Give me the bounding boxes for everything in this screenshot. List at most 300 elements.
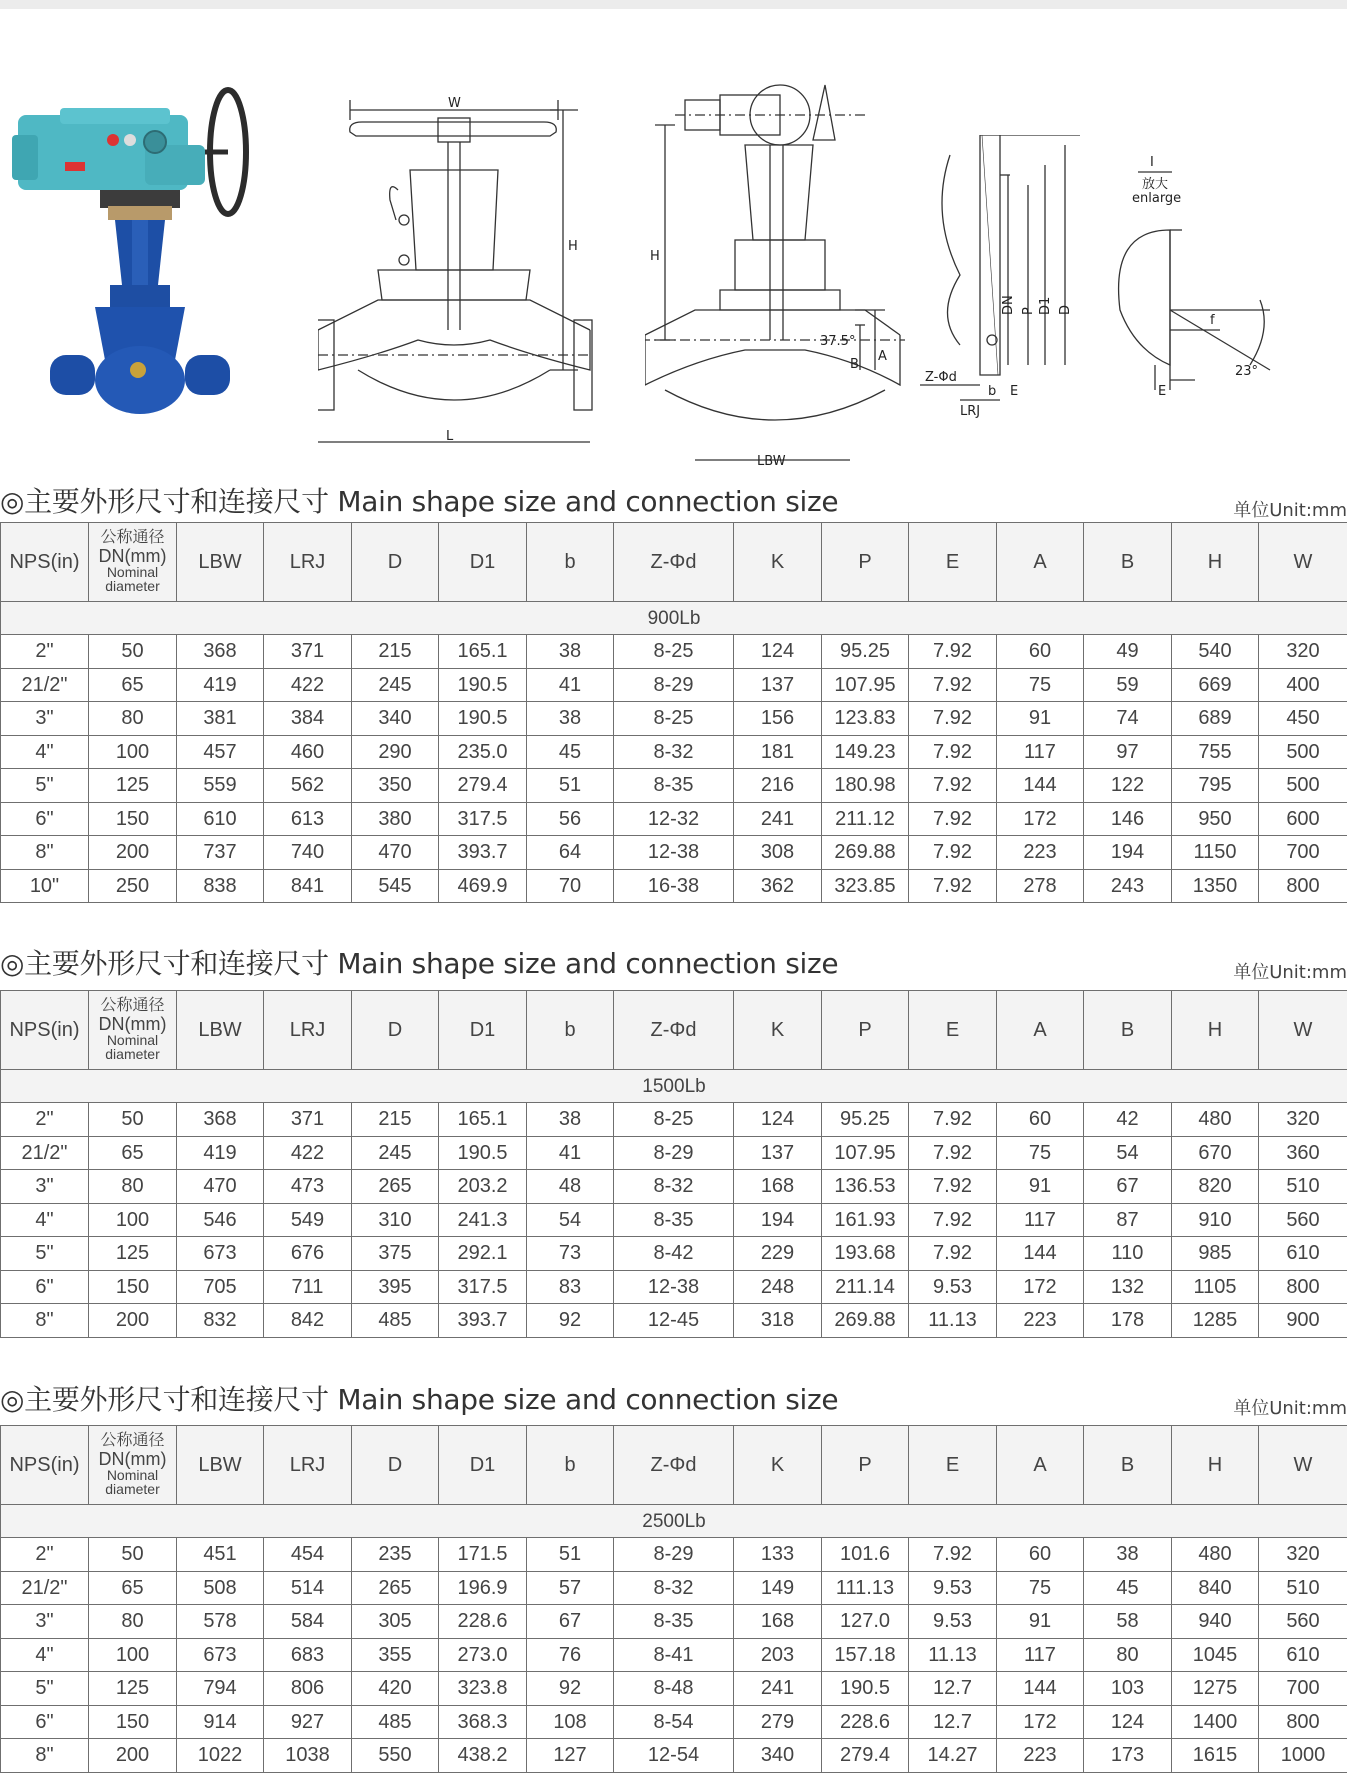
table-cell: 215 bbox=[352, 635, 439, 669]
dim-D1: D1 bbox=[1038, 296, 1053, 315]
table-cell: 41 bbox=[527, 1136, 614, 1170]
col-LRJ: LRJ bbox=[264, 991, 352, 1070]
table-cell: 193.68 bbox=[822, 1237, 909, 1271]
table-cell: 705 bbox=[177, 1270, 264, 1304]
table-cell: 122 bbox=[1084, 769, 1172, 803]
table-cell: 451 bbox=[177, 1538, 264, 1572]
table-cell: 393.7 bbox=[439, 1304, 527, 1338]
table-cell: 124 bbox=[734, 635, 822, 669]
table-cell: 5" bbox=[1, 1672, 89, 1706]
table-cell: 117 bbox=[997, 1638, 1084, 1672]
table-cell: 6" bbox=[1, 1270, 89, 1304]
col-K: K bbox=[734, 523, 822, 602]
table-cell: 8-35 bbox=[614, 769, 734, 803]
table-cell: 323.85 bbox=[822, 869, 909, 903]
table-cell: 54 bbox=[1084, 1136, 1172, 1170]
table-cell: 42 bbox=[1084, 1103, 1172, 1137]
table-cell: 248 bbox=[734, 1270, 822, 1304]
col-P: P bbox=[822, 1426, 909, 1505]
table-cell: 8-25 bbox=[614, 635, 734, 669]
col-Z-phi-d: Z-Φd bbox=[614, 1426, 734, 1505]
front-view-drawing bbox=[318, 70, 598, 470]
table-cell: 9.53 bbox=[909, 1571, 997, 1605]
table-cell: 146 bbox=[1084, 802, 1172, 836]
table-cell: 320 bbox=[1259, 1538, 1347, 1572]
table-cell: 371 bbox=[264, 1103, 352, 1137]
col-D: D bbox=[352, 991, 439, 1070]
table-row bbox=[1, 769, 1347, 803]
table-cell: 273.0 bbox=[439, 1638, 527, 1672]
table-cell: 317.5 bbox=[439, 802, 527, 836]
table-cell: 223 bbox=[997, 836, 1084, 870]
table-cell: 500 bbox=[1259, 769, 1347, 803]
table-cell: 228.6 bbox=[439, 1605, 527, 1639]
col-D: D bbox=[352, 1426, 439, 1505]
table-cell: 50 bbox=[89, 1103, 177, 1137]
table-cell: 117 bbox=[997, 1203, 1084, 1237]
table-cell: 194 bbox=[734, 1203, 822, 1237]
nominal-en2: diameter bbox=[105, 1046, 160, 1063]
table-cell: 7.92 bbox=[909, 1103, 997, 1137]
table-cell: 65 bbox=[89, 1136, 177, 1170]
table-cell: 87 bbox=[1084, 1203, 1172, 1237]
table-cell: 927 bbox=[264, 1705, 352, 1739]
table-cell: 305 bbox=[352, 1605, 439, 1639]
table-cell: 127 bbox=[527, 1739, 614, 1773]
table-cell: 419 bbox=[177, 668, 264, 702]
table-cell: 469.9 bbox=[439, 869, 527, 903]
table-cell: 832 bbox=[177, 1304, 264, 1338]
table-cell: 12.7 bbox=[909, 1672, 997, 1706]
table-row bbox=[1, 1136, 1347, 1170]
table-cell: 16-38 bbox=[614, 869, 734, 903]
table-cell: 92 bbox=[527, 1304, 614, 1338]
table-cell: 3" bbox=[1, 702, 89, 736]
table-cell: 12-32 bbox=[614, 802, 734, 836]
table-cell: 54 bbox=[527, 1203, 614, 1237]
dim-f: f bbox=[1210, 313, 1215, 328]
table-cell: 320 bbox=[1259, 635, 1347, 669]
table-cell: 150 bbox=[89, 802, 177, 836]
col-K: K bbox=[734, 991, 822, 1070]
col-B: B bbox=[1084, 991, 1172, 1070]
table-cell: 422 bbox=[264, 668, 352, 702]
table-cell: 7.92 bbox=[909, 1538, 997, 1572]
top-bar bbox=[0, 0, 1347, 9]
table-cell: 194 bbox=[1084, 836, 1172, 870]
table-cell: 117 bbox=[997, 735, 1084, 769]
table-cell: 100 bbox=[89, 735, 177, 769]
unit-label-1500: 单位Unit:mm bbox=[1233, 962, 1347, 983]
col-D1: D1 bbox=[439, 523, 527, 602]
table-cell: 676 bbox=[264, 1237, 352, 1271]
table-cell: 38 bbox=[1084, 1538, 1172, 1572]
col-Z-phi-d: Z-Φd bbox=[614, 991, 734, 1070]
table-cell: 67 bbox=[1084, 1170, 1172, 1204]
table-cell: 1275 bbox=[1172, 1672, 1259, 1706]
table-cell: 7.92 bbox=[909, 769, 997, 803]
dim-P: P bbox=[1021, 307, 1036, 315]
valve-photo bbox=[0, 70, 290, 460]
table-cell: 107.95 bbox=[822, 668, 909, 702]
spec-table-1500lb bbox=[0, 990, 1347, 1338]
table-cell: 350 bbox=[352, 769, 439, 803]
table-cell: 101.6 bbox=[822, 1538, 909, 1572]
table-cell: 168 bbox=[734, 1605, 822, 1639]
table-cell: 110 bbox=[1084, 1237, 1172, 1271]
table-cell: 375 bbox=[352, 1237, 439, 1271]
nominal-zh: 公称通径 bbox=[100, 997, 165, 1015]
table-cell: 45 bbox=[1084, 1571, 1172, 1605]
nominal-dn: DN(mm) bbox=[98, 1448, 167, 1469]
col-H: H bbox=[1172, 991, 1259, 1070]
table-cell: 689 bbox=[1172, 702, 1259, 736]
table-cell: 12-38 bbox=[614, 836, 734, 870]
table-cell: 368.3 bbox=[439, 1705, 527, 1739]
table-cell: 800 bbox=[1259, 1705, 1347, 1739]
table-cell: 91 bbox=[997, 1605, 1084, 1639]
nominal-dn: DN(mm) bbox=[98, 1013, 167, 1034]
table-cell: 806 bbox=[264, 1672, 352, 1706]
table-cell: 1000 bbox=[1259, 1739, 1347, 1773]
table-row bbox=[1, 1571, 1347, 1605]
table-cell: 97 bbox=[1084, 735, 1172, 769]
table-cell: 180.98 bbox=[822, 769, 909, 803]
table-cell: 12-45 bbox=[614, 1304, 734, 1338]
table-cell: 8-29 bbox=[614, 1136, 734, 1170]
table-cell: 269.88 bbox=[822, 1304, 909, 1338]
table-cell: 11.13 bbox=[909, 1304, 997, 1338]
table-cell: 1350 bbox=[1172, 869, 1259, 903]
table-cell: 156 bbox=[734, 702, 822, 736]
table-cell: 914 bbox=[177, 1705, 264, 1739]
table-cell: 149 bbox=[734, 1571, 822, 1605]
table-cell: 11.13 bbox=[909, 1638, 997, 1672]
table-cell: 470 bbox=[352, 836, 439, 870]
table-cell: 308 bbox=[734, 836, 822, 870]
table-cell: 75 bbox=[997, 668, 1084, 702]
table-row bbox=[1, 1103, 1347, 1137]
table-cell: 132 bbox=[1084, 1270, 1172, 1304]
table-cell: 125 bbox=[89, 1672, 177, 1706]
table-cell: 8-35 bbox=[614, 1203, 734, 1237]
table-cell: 50 bbox=[89, 1538, 177, 1572]
table-cell: 111.13 bbox=[822, 1571, 909, 1605]
table-cell: 559 bbox=[177, 769, 264, 803]
table-cell: 368 bbox=[177, 635, 264, 669]
table-cell: 9.53 bbox=[909, 1270, 997, 1304]
table-cell: 123.83 bbox=[822, 702, 909, 736]
col-nominal bbox=[89, 523, 177, 602]
table-cell: 7.92 bbox=[909, 836, 997, 870]
table-cell: 150 bbox=[89, 1705, 177, 1739]
table-cell: 144 bbox=[997, 769, 1084, 803]
table-cell: 265 bbox=[352, 1571, 439, 1605]
table-cell: 95.25 bbox=[822, 1103, 909, 1137]
table-cell: 100 bbox=[89, 1203, 177, 1237]
table-cell: 457 bbox=[177, 735, 264, 769]
table-cell: 8-54 bbox=[614, 1705, 734, 1739]
table-cell: 67 bbox=[527, 1605, 614, 1639]
table-cell: 245 bbox=[352, 668, 439, 702]
table-cell: 91 bbox=[997, 702, 1084, 736]
table-cell: 279.4 bbox=[439, 769, 527, 803]
table-cell: 14.27 bbox=[909, 1739, 997, 1773]
nominal-en2: diameter bbox=[105, 1481, 160, 1498]
col-nps: NPS(in) bbox=[1, 991, 89, 1070]
table-cell: 2" bbox=[1, 1103, 89, 1137]
col-LBW: LBW bbox=[177, 991, 264, 1070]
table-cell: 83 bbox=[527, 1270, 614, 1304]
table-row bbox=[1, 635, 1347, 669]
table-row bbox=[1, 1270, 1347, 1304]
table-cell: 172 bbox=[997, 802, 1084, 836]
table-cell: 211.14 bbox=[822, 1270, 909, 1304]
col-nps: NPS(in) bbox=[1, 1426, 89, 1505]
table-row bbox=[1, 1705, 1347, 1739]
table-cell: 613 bbox=[264, 802, 352, 836]
col-B: B bbox=[1084, 523, 1172, 602]
table-cell: 161.93 bbox=[822, 1203, 909, 1237]
pressure-class-row: 1500Lb bbox=[1, 1070, 1347, 1103]
pressure-class-row: 2500Lb bbox=[1, 1505, 1347, 1538]
table-cell: 1022 bbox=[177, 1739, 264, 1773]
nominal-en1: Nominal bbox=[106, 1032, 159, 1049]
table-cell: 8-29 bbox=[614, 668, 734, 702]
table-cell: 6" bbox=[1, 1705, 89, 1739]
table-cell: 480 bbox=[1172, 1103, 1259, 1137]
dim-L: L bbox=[446, 429, 454, 444]
table-cell: 8-29 bbox=[614, 1538, 734, 1572]
table-header bbox=[1, 523, 1347, 602]
section-title-900: ◎主要外形尺寸和连接尺寸 Main shape size and connection size bbox=[0, 485, 839, 518]
col-W: W bbox=[1259, 991, 1347, 1070]
col-A: A bbox=[997, 991, 1084, 1070]
table-cell: 190.5 bbox=[822, 1672, 909, 1706]
table-cell: 562 bbox=[264, 769, 352, 803]
table-cell: 600 bbox=[1259, 802, 1347, 836]
table-cell: 549 bbox=[264, 1203, 352, 1237]
spec-table-2500lb bbox=[0, 1425, 1347, 1773]
table-cell: 12-38 bbox=[614, 1270, 734, 1304]
table-cell: 8" bbox=[1, 1739, 89, 1773]
col-P: P bbox=[822, 523, 909, 602]
table-cell: 1038 bbox=[264, 1739, 352, 1773]
table-cell: 8-32 bbox=[614, 735, 734, 769]
table-cell: 1285 bbox=[1172, 1304, 1259, 1338]
table-header bbox=[1, 1426, 1347, 1505]
table-cell: 172 bbox=[997, 1705, 1084, 1739]
table-cell: 940 bbox=[1172, 1605, 1259, 1639]
table-cell: 1400 bbox=[1172, 1705, 1259, 1739]
table-cell: 470 bbox=[177, 1170, 264, 1204]
table-cell: 12.7 bbox=[909, 1705, 997, 1739]
col-A: A bbox=[997, 523, 1084, 602]
table-cell: 545 bbox=[352, 869, 439, 903]
table-cell: 842 bbox=[264, 1304, 352, 1338]
table-cell: 8-25 bbox=[614, 1103, 734, 1137]
table-cell: 546 bbox=[177, 1203, 264, 1237]
dim-angle: 37.5° bbox=[820, 334, 856, 349]
table-cell: 65 bbox=[89, 668, 177, 702]
table-cell: 171.5 bbox=[439, 1538, 527, 1572]
section-view-drawing bbox=[645, 70, 905, 470]
col-W: W bbox=[1259, 1426, 1347, 1505]
table-cell: 60 bbox=[997, 1538, 1084, 1572]
table-cell: 235 bbox=[352, 1538, 439, 1572]
enlarge-detail-drawing bbox=[1110, 150, 1310, 480]
col-E: E bbox=[909, 991, 997, 1070]
table-cell: 380 bbox=[352, 802, 439, 836]
table-cell: 50 bbox=[89, 635, 177, 669]
nominal-en1: Nominal bbox=[106, 1467, 159, 1484]
table-cell: 480 bbox=[1172, 1538, 1259, 1572]
table-cell: 144 bbox=[997, 1672, 1084, 1706]
table-cell: 150 bbox=[89, 1270, 177, 1304]
table-cell: 200 bbox=[89, 1739, 177, 1773]
table-cell: 80 bbox=[89, 1605, 177, 1639]
section-title-2500: ◎主要外形尺寸和连接尺寸 Main shape size and connection size bbox=[0, 1383, 839, 1416]
table-row bbox=[1, 1237, 1347, 1271]
table-cell: 5" bbox=[1, 1237, 89, 1271]
nominal-en2: diameter bbox=[105, 578, 160, 595]
table-cell: 4" bbox=[1, 735, 89, 769]
table-cell: 80 bbox=[89, 1170, 177, 1204]
table-cell: 59 bbox=[1084, 668, 1172, 702]
col-P: P bbox=[822, 991, 909, 1070]
table-cell: 241 bbox=[734, 802, 822, 836]
unit-label-2500: 单位Unit:mm bbox=[1233, 1398, 1347, 1419]
table-row bbox=[1, 1170, 1347, 1204]
col-nps: NPS(in) bbox=[1, 523, 89, 602]
dim-Z-phi-d: Z-Φd bbox=[925, 370, 957, 385]
table-cell: 75 bbox=[997, 1136, 1084, 1170]
table-cell: 610 bbox=[1259, 1638, 1347, 1672]
table-cell: 2" bbox=[1, 1538, 89, 1572]
table-cell: 235.0 bbox=[439, 735, 527, 769]
table-cell: 127.0 bbox=[822, 1605, 909, 1639]
table-cell: 560 bbox=[1259, 1203, 1347, 1237]
table-cell: 278 bbox=[997, 869, 1084, 903]
table-cell: 420 bbox=[352, 1672, 439, 1706]
table-cell: 755 bbox=[1172, 735, 1259, 769]
table-cell: 136.53 bbox=[822, 1170, 909, 1204]
table-cell: 279 bbox=[734, 1705, 822, 1739]
table-cell: 21/2" bbox=[1, 1136, 89, 1170]
table-cell: 4" bbox=[1, 1638, 89, 1672]
table-cell: 265 bbox=[352, 1170, 439, 1204]
table-row bbox=[1, 1739, 1347, 1773]
table-cell: 215 bbox=[352, 1103, 439, 1137]
table-cell: 985 bbox=[1172, 1237, 1259, 1271]
table-cell: 165.1 bbox=[439, 635, 527, 669]
table-cell: 203 bbox=[734, 1638, 822, 1672]
table-cell: 610 bbox=[1259, 1237, 1347, 1271]
table-cell: 355 bbox=[352, 1638, 439, 1672]
table-cell: 290 bbox=[352, 735, 439, 769]
table-cell: 125 bbox=[89, 769, 177, 803]
table-cell: 393.7 bbox=[439, 836, 527, 870]
col-Z-phi-d: Z-Φd bbox=[614, 523, 734, 602]
table-cell: 7.92 bbox=[909, 1170, 997, 1204]
unit-label-900: 单位Unit:mm bbox=[1233, 500, 1347, 521]
table-cell: 7.92 bbox=[909, 1203, 997, 1237]
table-cell: 514 bbox=[264, 1571, 352, 1605]
table-cell: 340 bbox=[352, 702, 439, 736]
col-E: E bbox=[909, 523, 997, 602]
table-cell: 670 bbox=[1172, 1136, 1259, 1170]
enlarge-en-label: enlarge bbox=[1132, 191, 1182, 206]
table-cell: 584 bbox=[264, 1605, 352, 1639]
col-b: b bbox=[527, 991, 614, 1070]
table-cell: 840 bbox=[1172, 1571, 1259, 1605]
col-nominal bbox=[89, 991, 177, 1070]
flange-detail-drawing bbox=[920, 135, 1080, 475]
table-row bbox=[1, 1638, 1347, 1672]
table-cell: 8-32 bbox=[614, 1571, 734, 1605]
table-cell: 178 bbox=[1084, 1304, 1172, 1338]
table-cell: 200 bbox=[89, 1304, 177, 1338]
table-cell: 108 bbox=[527, 1705, 614, 1739]
table-cell: 245 bbox=[352, 1136, 439, 1170]
table-cell: 673 bbox=[177, 1237, 264, 1271]
table-cell: 125 bbox=[89, 1237, 177, 1271]
table-cell: 57 bbox=[527, 1571, 614, 1605]
nominal-zh: 公称通径 bbox=[100, 529, 165, 547]
table-cell: 384 bbox=[264, 702, 352, 736]
table-cell: 196.9 bbox=[439, 1571, 527, 1605]
valve-drawings bbox=[0, 70, 1347, 470]
col-W: W bbox=[1259, 523, 1347, 602]
table-cell: 422 bbox=[264, 1136, 352, 1170]
col-LRJ: LRJ bbox=[264, 523, 352, 602]
col-LRJ: LRJ bbox=[264, 1426, 352, 1505]
table-cell: 223 bbox=[997, 1739, 1084, 1773]
table-cell: 508 bbox=[177, 1571, 264, 1605]
table-cell: 700 bbox=[1259, 1672, 1347, 1706]
table-cell: 124 bbox=[1084, 1705, 1172, 1739]
table-cell: 950 bbox=[1172, 802, 1259, 836]
table-cell: 38 bbox=[527, 1103, 614, 1137]
table-cell: 400 bbox=[1259, 668, 1347, 702]
table-cell: 58 bbox=[1084, 1605, 1172, 1639]
col-D: D bbox=[352, 523, 439, 602]
table-cell: 320 bbox=[1259, 1103, 1347, 1137]
table-cell: 500 bbox=[1259, 735, 1347, 769]
table-cell: 241.3 bbox=[439, 1203, 527, 1237]
dim-LRJ: LRJ bbox=[960, 404, 981, 419]
col-b: b bbox=[527, 523, 614, 602]
dim-E: E bbox=[1010, 384, 1019, 399]
table-cell: 200 bbox=[89, 836, 177, 870]
dim-B: B bbox=[850, 357, 859, 372]
table-cell: 438.2 bbox=[439, 1739, 527, 1773]
table-cell: 241 bbox=[734, 1672, 822, 1706]
dim-H: H bbox=[568, 239, 578, 254]
table-cell: 1045 bbox=[1172, 1638, 1259, 1672]
dim-H2: H bbox=[650, 249, 660, 264]
table-cell: 794 bbox=[177, 1672, 264, 1706]
table-cell: 157.18 bbox=[822, 1638, 909, 1672]
dim-W: W bbox=[448, 96, 461, 111]
table-cell: 190.5 bbox=[439, 668, 527, 702]
table-cell: 92 bbox=[527, 1672, 614, 1706]
table-cell: 1105 bbox=[1172, 1270, 1259, 1304]
table-cell: 38 bbox=[527, 635, 614, 669]
table-row bbox=[1, 869, 1347, 903]
table-row bbox=[1, 1203, 1347, 1237]
table-cell: 80 bbox=[89, 702, 177, 736]
